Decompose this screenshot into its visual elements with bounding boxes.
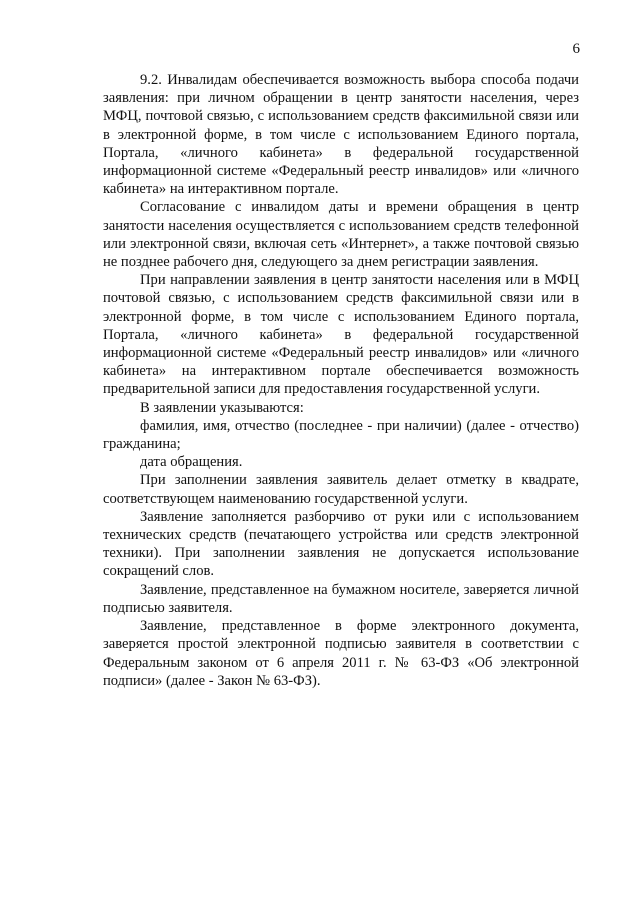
paragraph-submission-channels: При направлении заявления в центр занятости населения или в МФЦ почтовой связью, с использованием средств факсимильной связи или в электронной форме, в том числе с использованием Единого портала, Портала, «личного кабинета» в федеральной государственной информационной системе «Федеральный реестр инвалидов» или «личного кабинета» на интерактивном портале обеспечивается возможность предварительной записи для предоставления государственной услуги. (103, 272, 579, 398)
paragraph-legibility: Заявление заполняется разборчиво от руки или с использованием технических средств (печатающего устройства или средств электронной техники). При заполнении заявления не допускается использование сокращений слов. (103, 508, 579, 580)
page-number: 6 (572, 41, 580, 57)
paragraph-appointment-agreement: Согласование с инвалидом даты и времени обращения в центр занятости населения осуществляется с использованием средств телефонной или электронной связи, включая сеть «Интернет», а также почтовой связью не позднее рабочего дня, следующего за днем регистрации заявления. (103, 199, 579, 271)
paragraph-paper-signature: Заявление, представленное на бумажном носителе, заверяется личной подписью заявителя. (103, 581, 579, 616)
paragraph-date: дата обращения. (140, 454, 243, 471)
paragraph-9-2: 9.2. Инвалидам обеспечивается возможность выбора способа подачи заявления: при личном обращении в центр занятости населения, через МФЦ, почтовой связью, с использованием средств факсимильной связи или в электронной форме, в том числе с использованием Единого портала, Портала, «личного кабинета» в федеральной государственной информационной системе «Федеральный реестр инвалидов» или «личного кабинета» на интерактивном портале. (103, 72, 579, 198)
document-body (103, 71, 579, 690)
paragraph-electronic-signature: Заявление, представленное в форме электронного документа, заверяется простой электронной подписью заявителя в соответствии с Федеральным законом от 6 апреля 2011 г. № 63-ФЗ «Об электронной подписи» (далее - Закон № 63-ФЗ). (103, 618, 579, 689)
paragraph-checkbox-mark: При заполнении заявления заявитель делает отметку в квадрате, соответствующем наименованию государственной услуги. (103, 472, 579, 507)
paragraph-application-contents: В заявлении указываются: (140, 399, 304, 416)
paragraph-full-name: фамилия, имя, отчество (последнее - при наличии) (далее - отчество) гражданина; (103, 417, 579, 453)
